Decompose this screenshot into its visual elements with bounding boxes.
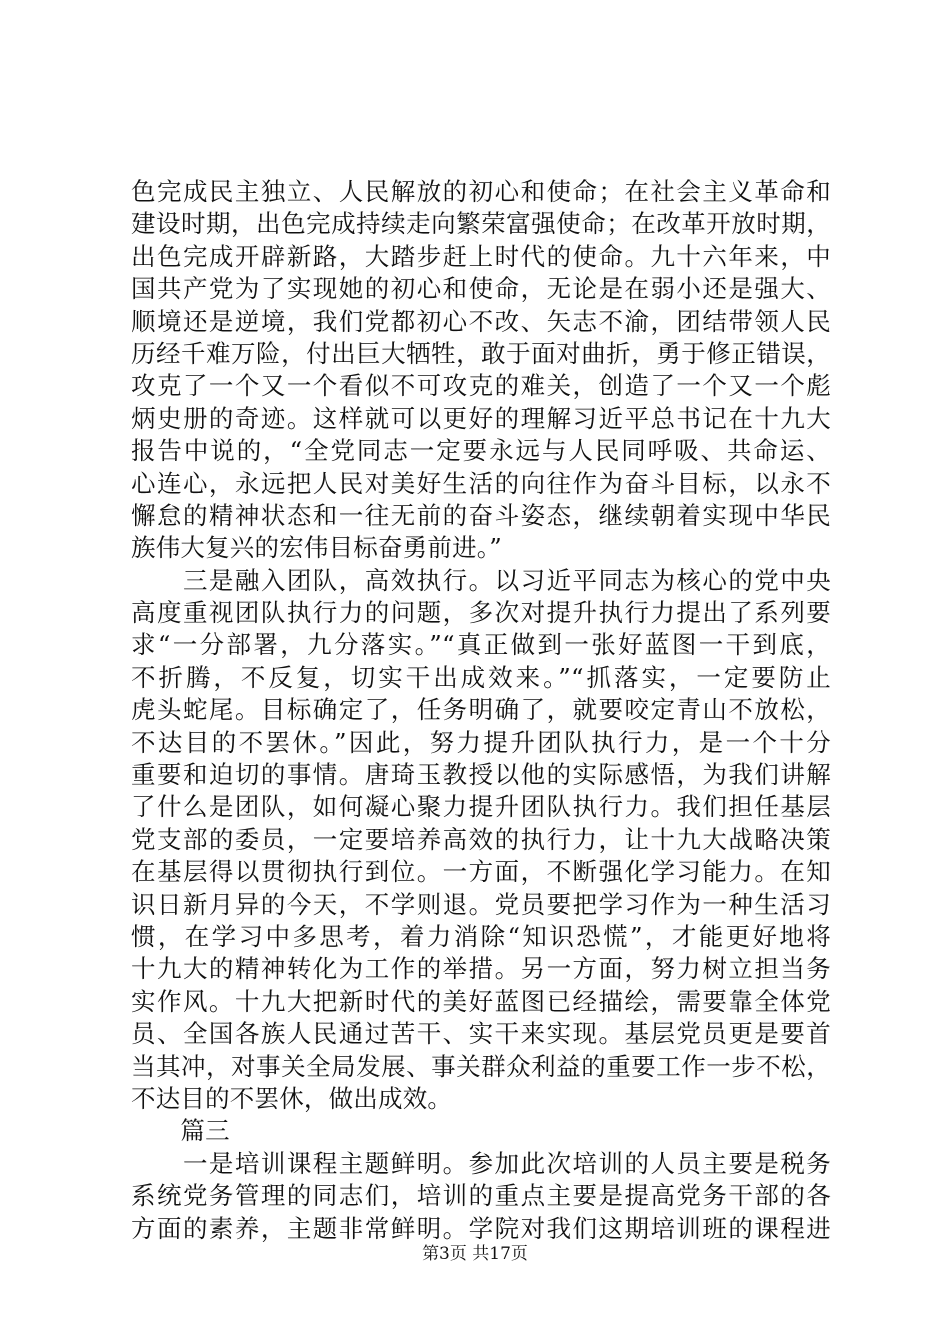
text-line: 出色完成开辟新路，大踏步赶上时代的使命。九十六年来，中 (131, 241, 831, 271)
document-body (131, 176, 831, 1245)
text-line: 建设时期，出色完成持续走向繁荣富强使命；在改革开放时期， (131, 209, 831, 239)
text-line: 一是培训课程主题鲜明。参加此次培训的人员主要是税务 (131, 1148, 831, 1178)
text-line: 识日新月异的今天，不学则退。党员要把学习作为一种生活习 (131, 889, 831, 919)
text-line: 攻克了一个又一个看似不可攻克的难关，创造了一个又一个彪 (131, 371, 831, 401)
text-line: 不达目的不罢休，做出成效。 (131, 1083, 453, 1113)
text-line: 求“一分部署，九分落实。”“真正做到一张好蓝图一干到底， (131, 630, 831, 660)
text-line: 顺境还是逆境，我们党都初心不改、矢志不渝，团结带领人民 (131, 306, 831, 336)
text-line: 不达目的不罢休。”因此，努力提升团队执行力，是一个十分 (131, 727, 831, 757)
text-line: 三是融入团队，高效执行。以习近平同志为核心的党中央 (131, 565, 831, 595)
text-line: 实作风。十九大把新时代的美好蓝图已经描绘，需要靠全体党 (131, 986, 831, 1016)
text-line: 员、全国各族人民通过苦干、实干来实现。基层党员更是要首 (131, 1019, 831, 1049)
text-line: 在基层得以贯彻执行到位。一方面，不断强化学习能力。在知 (131, 857, 831, 887)
text-line: 炳史册的奇迹。这样就可以更好的理解习近平总书记在十九大 (131, 403, 831, 433)
text-line: 历经千难万险，付出巨大牺牲，敢于面对曲折，勇于修正错误， (131, 338, 831, 368)
text-line: 惯，在学习中多思考，着力消除“知识恐慌”，才能更好地将 (131, 921, 831, 951)
text-line: 懈怠的精神状态和一往无前的奋斗姿态，继续朝着实现中华民 (131, 500, 831, 530)
text-line: 国共产党为了实现她的初心和使命，无论是在弱小还是强大、 (131, 274, 831, 304)
text-line: 十九大的精神转化为工作的举措。另一方面，努力树立担当务 (131, 954, 831, 984)
text-line: 虎头蛇尾。目标确定了，任务明确了，就要咬定青山不放松， (131, 695, 831, 725)
text-line: 不折腾，不反复，切实干出成效来。”“抓落实，一定要防止 (131, 662, 831, 692)
text-line: 色完成民主独立、人民解放的初心和使命；在社会主义革命和 (131, 177, 831, 206)
text-line: 重要和迫切的事情。唐琦玉教授以他的实际感悟，为我们讲解 (131, 760, 831, 790)
page-footer: 第3页 共17页 (422, 1244, 528, 1264)
text-line: 党支部的委员，一定要培养高效的执行力，让十九大战略决策 (131, 824, 831, 854)
text-line: 系统党务管理的同志们，培训的重点主要是提高党务干部的各 (131, 1181, 831, 1211)
text-line: 高度重视团队执行力的问题，多次对提升执行力提出了系列要 (131, 598, 831, 628)
text-line: 了什么是团队，如何凝心聚力提升团队执行力。我们担任基层 (131, 792, 831, 822)
text-line: 方面的素养，主题非常鲜明。学院对我们这期培训班的课程进 (131, 1213, 831, 1243)
text-line: 当其冲，对事关全局发展、事关群众利益的重要工作一步不松， (131, 1051, 831, 1081)
text-line: 心连心，永远把人民对美好生活的向往作为奋斗目标，以永不 (131, 468, 831, 498)
text-line: 族伟大复兴的宏伟目标奋勇前进。” (131, 533, 502, 563)
text-line: 篇三 (131, 1116, 230, 1146)
text-line: 报告中说的，“全党同志一定要永远与人民同呼吸、共命运、 (131, 436, 831, 466)
